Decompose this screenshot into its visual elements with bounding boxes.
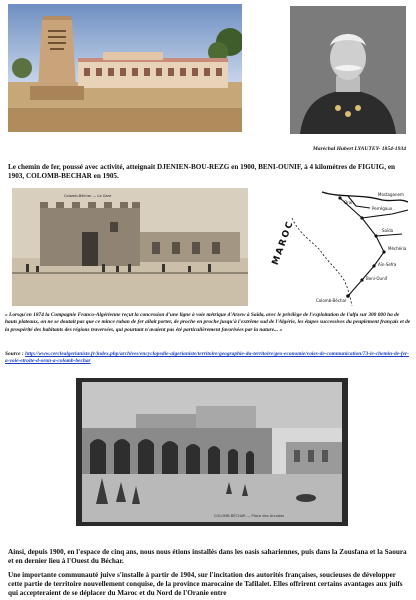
map-label-mecheria: Méchéria [388, 246, 407, 251]
source-label: Source : [5, 351, 24, 357]
portrait-photo [290, 6, 406, 134]
station-caption: Colomb-Béchar — La Gare [64, 194, 112, 198]
paragraph-2: Ainsi, depuis 1900, en l'espace de cinq ans, nous nous étions installés dans les oasis sahariennes, puis dans la Zousfana et la Saoura et en dernier lieu à l'Ouest du Béchar. [8, 548, 407, 565]
map-label-maroc: MAROC [270, 218, 297, 267]
map-label-mostaganem: Mostaganem [378, 192, 404, 197]
railway-map [252, 188, 408, 306]
map-label-colomb-bechar: Colomb-Béchar [316, 298, 347, 303]
map-label-beni-ounif: Beni-Ounif [366, 276, 388, 281]
station-photo [12, 188, 248, 306]
map-label-ain-sefra: Aïn-Sefra [378, 262, 397, 267]
source-line [5, 351, 411, 366]
source-link[interactable]: http://www.cerclealgerianiste.fr/index.php/archives/encyclopedie-algerianiste/territoire/geographie-du-territoire/geo-economie/voies-de-communication/73-le-chemin-de-fer-a-voie-etroite-d-oran-a-colomb-bechar [5, 351, 409, 365]
map-label-saida: Saïda [382, 228, 394, 233]
quote-paragraph: « Lorsqu'en 1874 la Compagnie Franco-Algérienne reçut la concession d'une ligne à voie métrique d'Arzew à Saïda, avec le privilège de l'exploitation de l'alfa sur 300 000 ha de hauts plateaux, on ne se doutait pas que ce mince ruban de fer allait porter, de proche en proche jusqu'à l'extrême sud de l'Algérie, les étapes successives du peuplement français et de la prospérité des habitants des régions traversées, qui pourtant n'avaient pas été particulièrement favorisées par la nature... » [5, 312, 411, 333]
portrait-caption: Maréchal Hubert LYAUTEY- 1854-1934 [312, 146, 406, 152]
arcades-photo [76, 378, 348, 526]
monument-photo [8, 4, 242, 132]
paragraph-3: Une importante communauté juive s'installe à partir de 1904, sur l'incitation des autorités françaises, soucieuses de développer cette partie de territoire nouvellement conquise, de la province marocaine de Tafilalet. Elles offrirent certains avantages aux juifs qui accepteraient de se déplacer du Maroc et du Nord de l'Oranie entre [8, 571, 403, 597]
intro-paragraph: Le chemin de fer, poussé avec activité, atteignait DJENIEN-BOU-REZG en 1900, BENI-OUNIF, à 4 kilomètres de FIGUIG, en 1903, COLOMB-BECHAR en 1905. [8, 163, 396, 180]
arcades-caption: COLOMB-BÉCHAR — Place des Arcades [214, 514, 285, 518]
map-label-oran: Oran [344, 200, 354, 205]
map-label-perregaux: Perrégaux [372, 206, 393, 211]
